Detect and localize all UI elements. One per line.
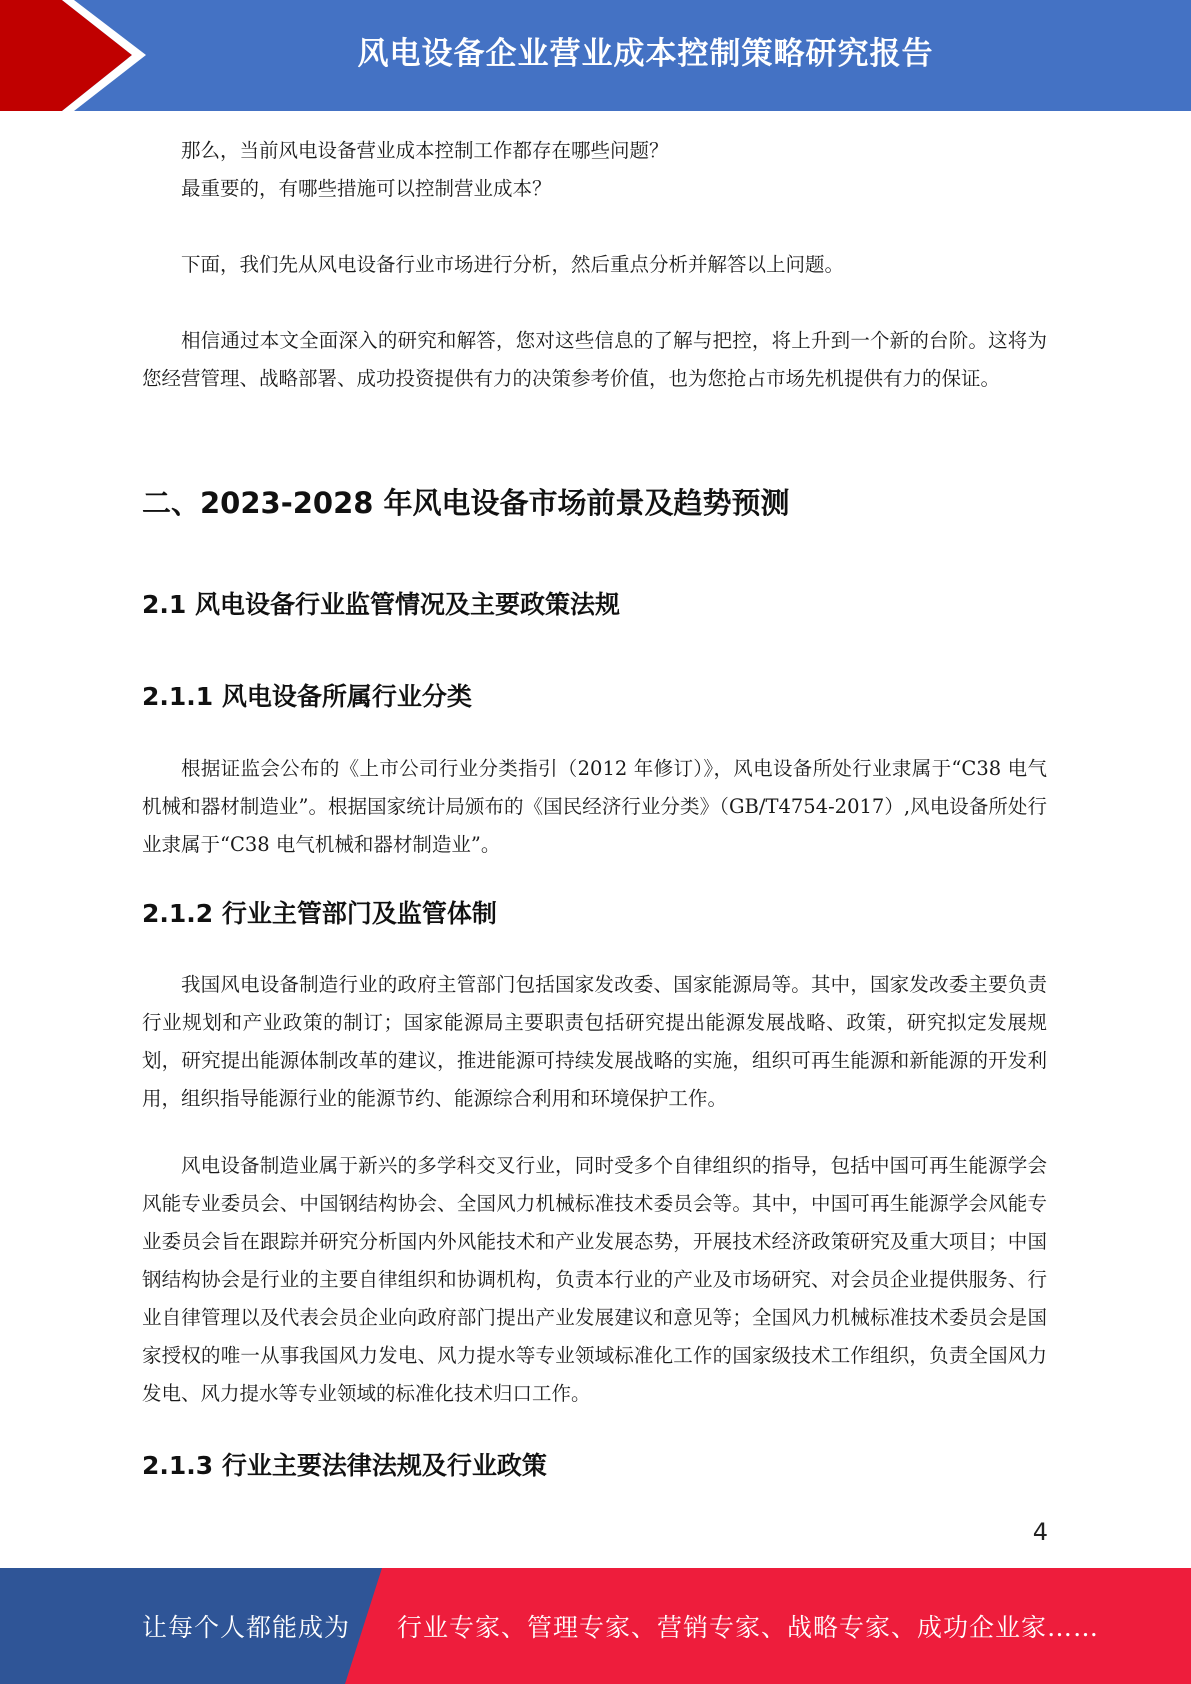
page-footer bbox=[0, 1568, 1191, 1684]
intro-question-1: 那么，当前风电设备营业成本控制工作都存在哪些问题？ bbox=[181, 139, 669, 162]
section-heading-2-1-2: 2.1.2 行业主管部门及监管体制 bbox=[142, 899, 497, 928]
section-heading-2: 二、2023-2028 年风电设备市场前景及趋势预测 bbox=[142, 486, 790, 520]
intro-block bbox=[142, 132, 1047, 398]
page-number: 4 bbox=[1032, 1518, 1048, 1546]
header-title: 风电设备企业营业成本控制策略研究报告 bbox=[357, 35, 934, 72]
section-2-1-1-paragraph: 根据证监会公布的《上市公司行业分类指引（2012 年修订）》，风电设备所处行业隶属于“C38 电气机械和器材制造业”。根据国家统计局颁布的《国民经济行业分类》（GB/T4754-2017）,风电设备所处行业隶属于“C38 电气机械和器材制造业”。 bbox=[142, 757, 1047, 856]
intro-paragraph-1: 下面，我们先从风电设备行业市场进行分析，然后重点分析并解答以上问题。 bbox=[181, 253, 845, 276]
footer-slogan-left: 让每个人都能成为 bbox=[142, 1613, 351, 1642]
section-heading-2-1-3: 2.1.3 行业主要法律法规及行业政策 bbox=[142, 1451, 547, 1480]
section-2-1-2-paragraph-1: 我国风电设备制造行业的政府主管部门包括国家发改委、国家能源局等。其中，国家发改委主要负责行业规划和产业政策的制订；国家能源局主要职责包括研究提出能源发展战略、政策，研究拟定发展规划，研究提出能源体制改革的建议，推进能源可持续发展战略的实施，组织可再生能源和新能源的开发利用，组织指导能源行业的能源节约、能源综合利用和环境保护工作。 bbox=[142, 973, 1047, 1110]
section-2-1-2-paragraph-2: 风电设备制造业属于新兴的多学科交叉行业，同时受多个自律组织的指导，包括中国可再生能源学会风能专业委员会、中国钢结构协会、全国风力机械标准技术委员会等。其中，中国可再生能源学会风能专业委员会旨在跟踪并研究分析国内外风能技术和产业发展态势，开展技术经济政策研究及重大项目；中国钢结构协会是行业的主要自律组织和协调机构，负责本行业的产业及市场研究、对会员企业提供服务、行业自律管理以及代表会员企业向政府部门提出产业发展建议和意见等；全国风力机械标准技术委员会是国家授权的唯一从事我国风力发电、风力提水等专业领域标准化工作的国家级技术工作组织，负责全国风力发电、风力提水等专业领域的标准化技术归口工作。 bbox=[142, 1154, 1047, 1405]
page-header bbox=[0, 0, 1191, 111]
intro-question-2: 最重要的，有哪些措施可以控制营业成本？ bbox=[181, 177, 552, 200]
section-heading-2-1: 2.1 风电设备行业监管情况及主要政策法规 bbox=[142, 590, 620, 619]
intro-paragraph-2: 相信通过本文全面深入的研究和解答，您对这些信息的了解与把控，将上升到一个新的台阶。这将为您经营管理、战略部署、成功投资提供有力的决策参考价值，也为您抢占市场先机提供有力的保证。 bbox=[142, 329, 1047, 390]
section-heading-2-1-1: 2.1.1 风电设备所属行业分类 bbox=[142, 682, 472, 711]
footer-slogan-right: 行业专家、管理专家、营销专家、战略专家、成功企业家…… bbox=[397, 1613, 1100, 1642]
